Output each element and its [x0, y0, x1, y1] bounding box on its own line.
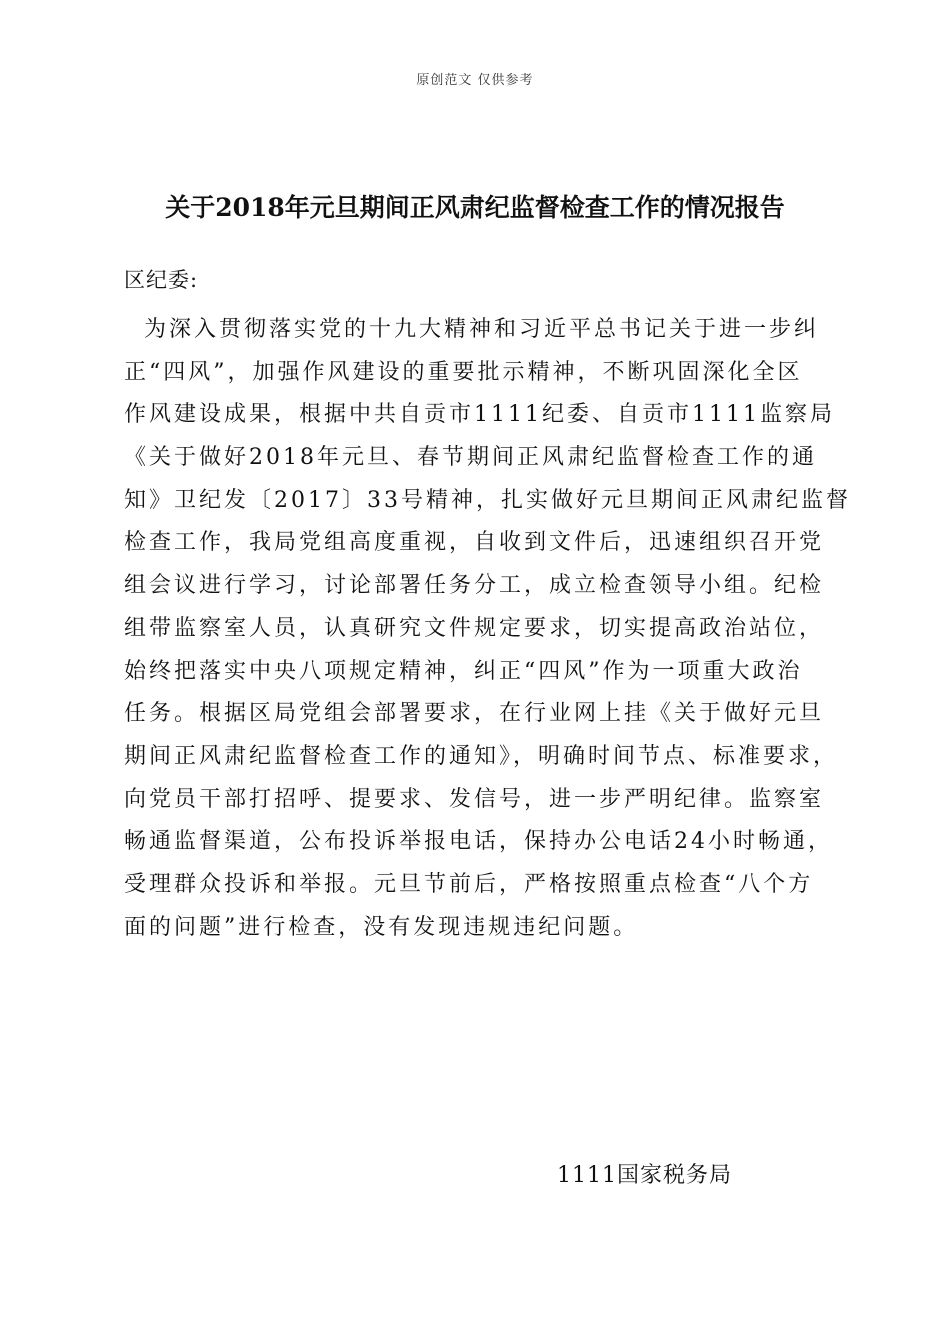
body-line: 作风建设成果，根据中共自贡市1111纪委、自贡市1111监察局 — [124, 402, 835, 428]
body-line: 组带监察室人员，认真研究文件规定要求，切实提高政治站位， — [124, 615, 825, 641]
body-line: 检查工作，我局党组高度重视，自收到文件后，迅速组织召开党 — [124, 530, 825, 556]
body-line: 知》卫纪发〔2017〕33号精神，扎实做好元旦期间正风肃纪监督 — [124, 487, 851, 513]
body-line: 畅通监督渠道，公布投诉举报电话，保持办公电话24小时畅通， — [124, 829, 833, 855]
document-title: 关于2018年元旦期间正风肃纪监督检查工作的情况报告 — [165, 193, 785, 222]
body-line: 向党员干部打招呼、提要求、发信号，进一步严明纪律。监察室 — [124, 786, 825, 812]
header-note: 原创范文 仅供参考 — [416, 73, 534, 88]
body-line: 组会议进行学习，讨论部署任务分工，成立检查领导小组。纪检 — [124, 573, 825, 599]
salutation: 区纪委: — [124, 268, 199, 292]
body-line: 任务。根据区局党组会部署要求，在行业网上挂《关于做好元旦 — [124, 701, 825, 727]
body-line: 期间正风肃纪监督检查工作的通知》，明确时间节点、标准要求， — [124, 743, 839, 769]
body-line: 《关于做好2018年元旦、春节期间正风肃纪监督检查工作的通 — [124, 445, 817, 471]
body-line: 正“四风”，加强作风建设的重要批示精神，不断巩固深化全区 — [124, 359, 803, 385]
body-line: 面的问题”进行检查，没有发现违规违纪问题。 — [124, 914, 639, 940]
signature: 1111国家税务局 — [557, 1163, 732, 1188]
body-line: 为深入贯彻落实党的十九大精神和习近平总书记关于进一步纠 — [124, 317, 819, 342]
body-paragraph — [124, 309, 851, 949]
body-line: 始终把落实中央八项规定精神，纠正“四风”作为一项重大政治 — [124, 658, 803, 684]
body-line: 受理群众投诉和举报。元旦节前后，严格按照重点检查“八个方 — [124, 871, 814, 897]
